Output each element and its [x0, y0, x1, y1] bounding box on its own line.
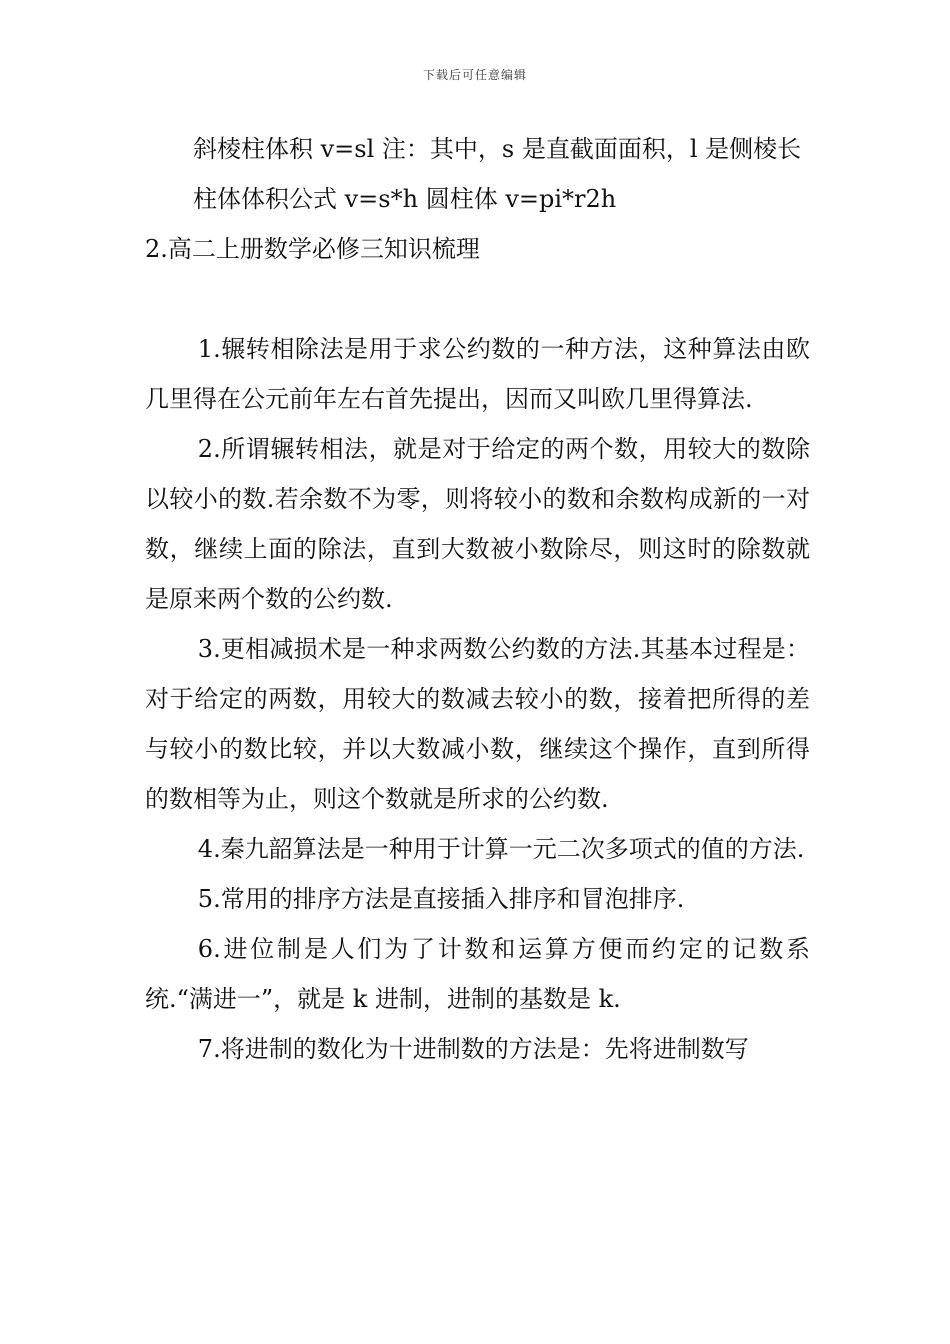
page-header-note: 下载后可任意编辑 [422, 68, 527, 82]
document-body [145, 124, 810, 1074]
formula-oblique-prism-paragraph: 斜棱柱体积 v=sl 注：其中，s 是直截面面积，l 是侧棱长 [193, 135, 802, 163]
list-item-qin-jiushao-algorithm: 4.秦九韶算法是一种用于计算一元二次多项式的值的方法. [197, 835, 805, 863]
list-item-subtraction-method: 3.更相减损术是一种求两数公约数的方法.其基本过程是：对于给定的两数，用较大的数减去较小的数，接着把所得的差与较小的数比较，并以大数减小数，继续这个操作，直到所得的数相等为止，则这个数就是所求的公约数. [145, 635, 810, 813]
section-heading: 2.高二上册数学必修三知识梳理 [145, 235, 480, 263]
list-item-euclidean-algorithm: 1.辗转相除法是用于求公约数的一种方法，这种算法由欧几里得在公元前年左右首先提出，因而又叫欧几里得算法. [145, 335, 810, 413]
list-item-sorting-methods: 5.常用的排序方法是直接插入排序和冒泡排序. [197, 885, 685, 913]
list-item-division-method: 2.所谓辗转相法，就是对于给定的两个数，用较大的数除以较小的数.若余数不为零，则将较小的数和余数构成新的一对数，继续上面的除法，直到大数被小数除尽，则这时的除数就是原来两个数的公约数. [145, 435, 810, 613]
list-item-number-base-system: 6.进位制是人们为了计数和运算方便而约定的记数系统.“满进一”，就是 k 进制，进制的基数是 k. [145, 935, 810, 1013]
list-item-base-conversion: 7.将进制的数化为十进制数的方法是：先将进制数写 [197, 1035, 749, 1063]
formula-prism-cylinder-paragraph: 柱体体积公式 v=s*h 圆柱体 v=pi*r2h [193, 185, 617, 213]
blank-line [145, 274, 810, 324]
